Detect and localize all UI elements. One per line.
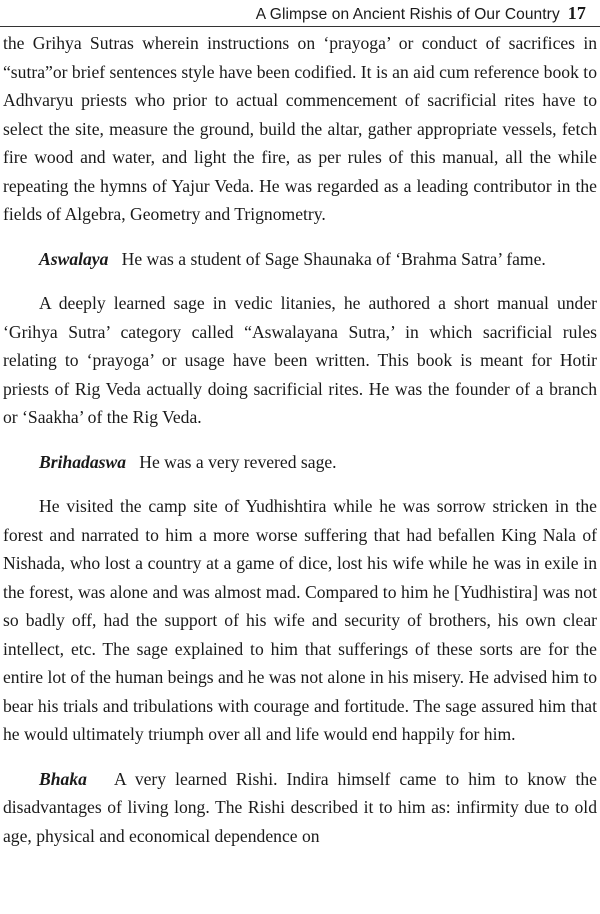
entry-aswalaya bbox=[3, 245, 597, 274]
entry-bhaka bbox=[3, 765, 597, 851]
paragraph-aswalayana-sutra: A deeply learned sage in vedic litanies, he authored a short manual under ‘Grihya Sutra’ category called “Aswalayana Sutra,’ in which sacrificial rules relating to ‘prayoga’ or usage have been written. This book is meant for Hotir priests of Rig Veda actually doing sacrificial rites. He was the founder of a branch or ‘Saakha’ of the Rig Veda. bbox=[3, 293, 597, 427]
running-header bbox=[256, 3, 586, 24]
running-title: A Glimpse on Ancient Rishis of Our Country bbox=[255, 6, 560, 23]
paragraph-yudhishtira: He visited the camp site of Yudhishtira while he was sorrow stricken in the forest and narrated to him a more worse suffering that had befallen King Nala of Nishada, who lost a country at a game of dice, lost his wife while he was in exile in the forest, was alone and was almost mad. Compared to him he [Yudhistira] was not so badly off, had the support of his wife and security of brothers, his own clear intellect, etc. The sage explained to him that sufferings of these sorts are for the entire lot of the human beings and he was not alone in his misery. He advised him to bear his trials and tribulations with courage and fortitude. The sage assured him that he would ultimately triumph over all and life would end happily for him. bbox=[3, 496, 597, 744]
paragraph-grihya-sutras: the Grihya Sutras wherein instructions on ‘prayoga’ or conduct of sacrifices in “sutra”or brief sentences style have been codified. It is an aid cum reference book to Adhvaryu priests who prior to actual commencement of sacrificial rites have to select the site, measure the ground, build the altar, gather appropriate vessels, fetch fire wood and water, and light the fire, as per rules of this manual, all the while repeating the hymns of Yajur Veda. He was regarded as a leading contributor in the fields of Algebra, Geometry and Trignometry. bbox=[3, 33, 597, 224]
entry-bhaka-text: A very learned Rishi. Indira himself came to him to know the disadvantages of living long. The Rishi described it to him as: infirmity due to old age, physical and economical dependence on bbox=[3, 768, 597, 846]
headword-aswalaya: Aswalaya bbox=[39, 248, 109, 269]
entry-brihadaswa-text: He was a very revered sage. bbox=[139, 451, 337, 472]
header-rule bbox=[0, 26, 600, 27]
headword-bhaka: Bhaka bbox=[39, 768, 87, 789]
entry-aswalaya-text: He was a student of Sage Shaunaka of ‘Brahma Satra’ fame. bbox=[121, 248, 546, 269]
body-text bbox=[3, 29, 597, 850]
entry-brihadaswa bbox=[3, 448, 597, 477]
headword-brihadaswa: Brihadaswa bbox=[39, 451, 127, 472]
page-number: 17 bbox=[567, 3, 586, 23]
